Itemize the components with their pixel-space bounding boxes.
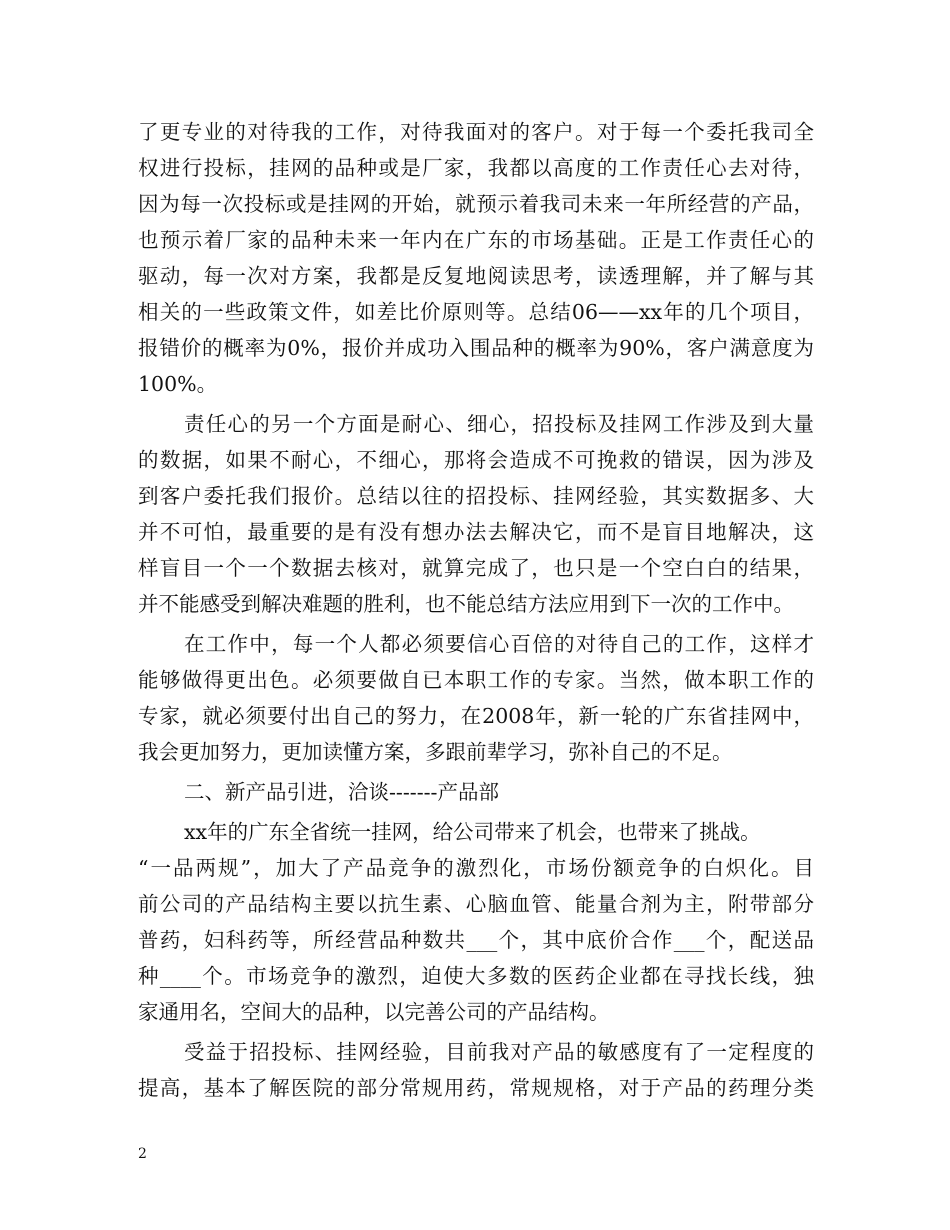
text-line: 并不可怕，最重要的是有没有想办法去解决它，而不是盲目地解决，这	[138, 520, 814, 544]
paragraph	[138, 406, 814, 622]
text-line: “一品两规”，加大了产品竞争的激烈化，市场份额竞争的白炽化。目	[138, 856, 814, 880]
text-line: 普药，妇科药等，所经营品种数共___个，其中底价合作___个，配送品	[138, 928, 814, 952]
text-line: 了更专业的对待我的工作，对待我面对的客户。对于每一个委托我司全	[138, 120, 814, 144]
text-line: 样盲目一个一个数据去核对，就算完成了，也只是一个空白白的结果，	[138, 556, 814, 580]
text-line: 前公司的产品结构主要以抗生素、心脑血管、能量合剂为主，附带部分	[138, 892, 814, 916]
text-line: 到客户委托我们报价。总结以往的招投标、挂网经验，其实数据多、大	[138, 484, 814, 508]
text-line: 专家，就必须要付出自己的努力，在2008年，新一轮的广东省挂网中，	[138, 704, 814, 728]
text-line: 也预示着厂家的品种未来一年内在广东的市场基础。正是工作责任心的	[138, 228, 814, 252]
paragraph	[138, 114, 814, 402]
text-line: 权进行投标，挂网的品种或是厂家，我都以高度的工作责任心去对待，	[138, 156, 814, 180]
text-line: 家通用名，空间大的品种，以完善公司的产品结构。	[138, 1000, 610, 1024]
text-line: 因为每一次投标或是挂网的开始，就预示着我司未来一年所经营的产品，	[138, 192, 814, 216]
text-line: 的数据，如果不耐心，不细心，那将会造成不可挽救的错误，因为涉及	[138, 448, 814, 472]
text-line: 我会更加努力，更加读懂方案，多跟前辈学习，弥补自己的不足。	[138, 740, 733, 764]
paragraph	[138, 626, 814, 770]
text-line: 受益于招投标、挂网经验，目前我对产品的敏感度有了一定程度的	[184, 1040, 814, 1064]
text-line: 并不能感受到解决难题的胜利，也不能总结方法应用到下一次的工作中。	[138, 592, 794, 616]
text-line: 责任心的另一个方面是耐心、细心，招投标及挂网工作涉及到大量	[184, 412, 814, 436]
text-line: 驱动，每一次对方案，我都是反复地阅读思考，读透理解，并了解与其	[138, 264, 814, 288]
paragraph	[138, 814, 814, 1030]
text-line: 能够做得更出色。必须要做自已本职工作的专家。当然，做本职工作的	[138, 668, 814, 692]
text-line: 种____个。市场竞争的激烈，迫使大多数的医药企业都在寻找长线，独	[138, 964, 814, 988]
text-line: 二、新产品引进，洽谈-------产品部	[184, 780, 499, 804]
text-line: 相关的一些政策文件，如差比价原则等。总结06——xx年的几个项目，	[138, 300, 814, 324]
text-line: 提高，基本了解医院的部分常规用药，常规规格，对于产品的药理分类	[138, 1076, 814, 1100]
paragraph	[138, 1034, 814, 1106]
text-line: 在工作中，每一个人都必须要信心百倍的对待自己的工作，这样才	[184, 632, 814, 656]
text-line: 报错价的概率为0%，报价并成功入围品种的概率为90%，客户满意度为	[138, 336, 814, 360]
section-heading	[138, 774, 814, 810]
text-line: xx年的广东全省统一挂网，给公司带来了机会，也带来了挑战。	[184, 820, 761, 844]
document-body	[138, 114, 814, 1106]
page-number: 2	[138, 1146, 147, 1162]
text-line: 100%。	[138, 372, 218, 396]
